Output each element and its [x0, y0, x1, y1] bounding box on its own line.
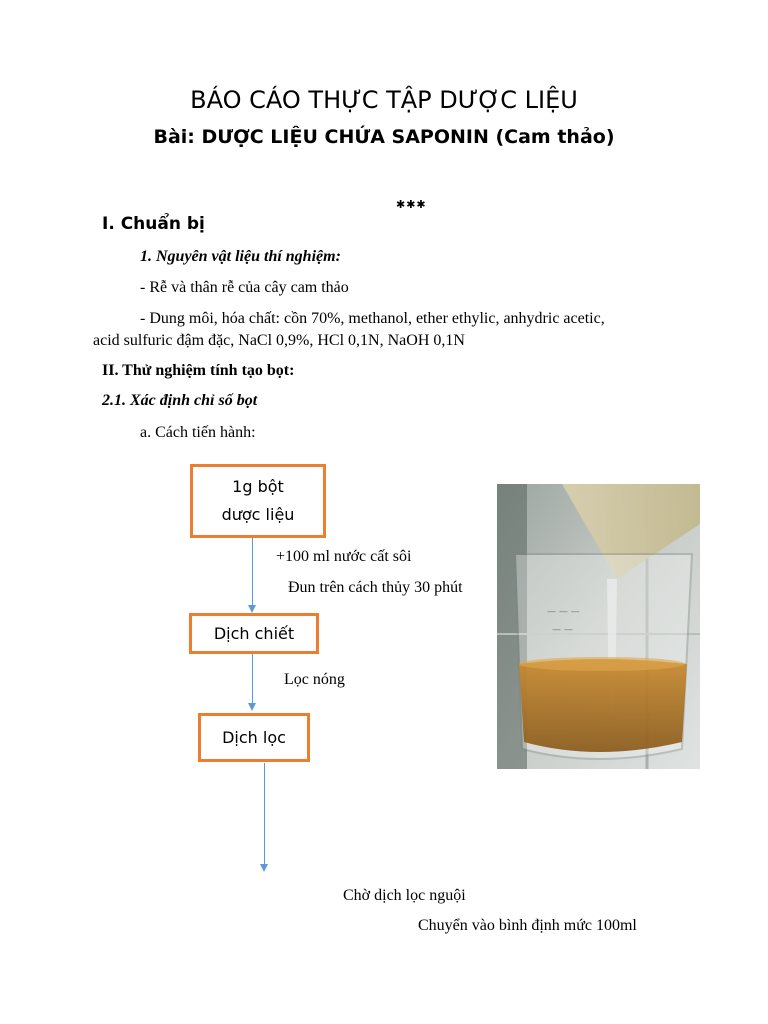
- flow-arrow-1-head: [248, 605, 256, 613]
- section-heading-foam-test: II. Thử nghiệm tính tạo bọt:: [102, 362, 295, 379]
- flow-note-water-bath: Đun trên cách thủy 30 phút: [288, 579, 463, 596]
- page-title: BÁO CÁO THỰC TẬP DƯỢC LIỆU: [190, 86, 578, 114]
- material-item-1: - Rễ và thân rễ của cây cam thảo: [140, 279, 349, 296]
- material-item-2-line2: acid sulfuric đậm đặc, NaCl 0,9%, HCl 0,1N, NaOH 0,1N: [93, 332, 465, 349]
- flow-box-filtrate: Dịch lọc: [198, 713, 310, 762]
- svg-text:— —: — —: [552, 625, 573, 635]
- step-a-label: a. Cách tiến hành:: [140, 424, 256, 441]
- flow-arrow-3-head: [260, 864, 268, 872]
- flow-arrow-2: [252, 654, 253, 704]
- beaker-filtration-photo: [497, 484, 700, 769]
- subheading-materials: 1. Nguyên vật liệu thí nghiệm:: [140, 248, 341, 265]
- flow-arrow-1: [252, 538, 253, 606]
- flow-note-cool: Chờ dịch lọc nguội: [343, 887, 466, 904]
- flow-box-powder-line2: dược liệu: [221, 505, 295, 524]
- flow-note-add-water: +100 ml nước cất sôi: [276, 548, 412, 565]
- flow-box-extract: Dịch chiết: [189, 613, 319, 654]
- flow-box-powder-line1: 1g bột: [232, 477, 284, 496]
- svg-text:— — —: — — —: [547, 607, 580, 617]
- section-heading-preparation: I. Chuẩn bị: [102, 214, 205, 234]
- material-item-2-line1: - Dung môi, hóa chất: cồn 70%, methanol, ether ethylic, anhydric acetic,: [140, 310, 605, 327]
- page-subtitle: Bài: DƯỢC LIỆU CHỨA SAPONIN (Cam thảo): [153, 126, 615, 148]
- flow-box-powder: [190, 464, 326, 538]
- ornament-divider: ✱✱✱: [396, 198, 427, 211]
- flow-arrow-3: [264, 763, 265, 865]
- subheading-foam-index: 2.1. Xác định chỉ số bọt: [102, 392, 258, 409]
- flow-arrow-2-head: [248, 703, 256, 711]
- flow-note-hot-filter: Lọc nóng: [284, 671, 345, 688]
- flow-note-volumetric-flask: Chuyển vào bình định mức 100ml: [418, 917, 637, 934]
